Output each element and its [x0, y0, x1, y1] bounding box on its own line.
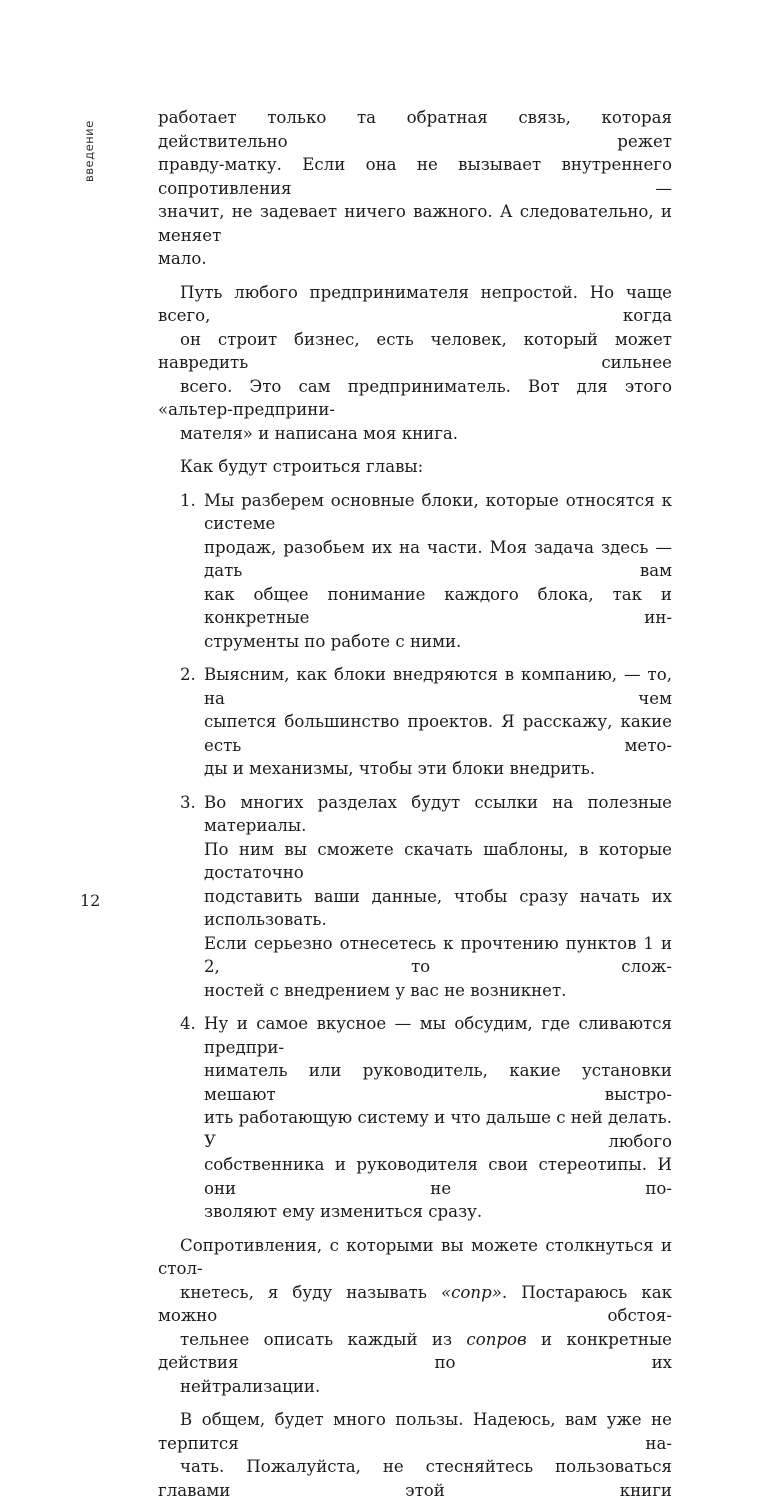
text-line: Выясним, как блоки внедряются в компанию, — то, на чем — [204, 665, 672, 708]
text-line: он строит бизнес, есть человек, который может навредить сильнее — [158, 329, 672, 372]
term-sopr: «сопр» — [440, 1282, 502, 1302]
text-line: мало. — [158, 249, 207, 268]
list-item-number: 2. — [180, 665, 196, 684]
text-line: Сопротивления, с которыми вы можете столкнуться и стол- — [158, 1235, 672, 1278]
text-fragment: . Постараюсь как можно обстоя- — [158, 1282, 672, 1325]
page-number: 12 — [80, 891, 101, 910]
text-line: Во многих разделах будут ссылки на полезные материалы. — [204, 792, 672, 835]
text-line: В общем, будет много пользы. Надеюсь, вам уже не терпится на- — [158, 1410, 672, 1453]
paragraph-resistance — [158, 1234, 672, 1399]
text-line: продаж, разобьем их на части. Моя задача здесь — дать вам — [204, 537, 672, 580]
text-line: ды и механизмы, чтобы эти блоки внедрить. — [204, 759, 596, 778]
text-line: сыпется большинство проектов. Я расскажу, какие есть мето- — [204, 712, 672, 755]
text-line: чать. Пожалуйста, не стесняйтесь пользоваться главами этой книги — [158, 1457, 672, 1500]
paragraph-closing — [158, 1408, 672, 1502]
text-line: Ну и самое вкусное — мы обсудим, где сливаются предпри- — [204, 1014, 672, 1057]
text-line: струменты по работе с ними. — [204, 631, 462, 651]
text-line: значит, не задевает ничего важного. А следовательно, и меняет — [158, 202, 672, 245]
text-line: ностей с внедрением у вас не возникнет. — [204, 980, 567, 1000]
text-line: как общее понимание каждого блока, так и конкретные ин- — [204, 584, 672, 627]
text-line: зволяют ему измениться сразу. — [204, 1202, 483, 1221]
body-text — [158, 106, 672, 1512]
term-soprov: сопров — [466, 1329, 527, 1349]
text-line: ниматель или руководитель, какие установки мешают выстро- — [204, 1061, 672, 1104]
text-fragment: тельнее описать каждый из — [180, 1329, 467, 1349]
text-line: По ним вы сможете скачать шаблоны, в которые достаточно — [204, 839, 672, 882]
text-line: работает только та обратная связь, которая действительно режет — [158, 108, 672, 151]
chapters-list — [158, 489, 672, 1224]
text-line: собственника и руководителя свои стереотипы. И они не по- — [204, 1155, 672, 1198]
list-item — [158, 489, 672, 654]
paragraph-entrepreneur — [158, 281, 672, 446]
text-line: всего. Это сам предприниматель. Вот для этого «альтер-предприни- — [158, 376, 672, 419]
list-item — [158, 663, 672, 781]
paragraph-chapters-intro — [158, 455, 672, 479]
text-line: ить работающую систему и что дальше с ней делать. У любого — [204, 1108, 672, 1151]
text-line: Мы разберем основные блоки, которые относятся к системе — [204, 490, 672, 533]
list-item — [158, 791, 672, 1003]
text-line: правду-матку. Если она не вызывает внутреннего сопротивления — — [158, 155, 672, 198]
list-item — [158, 1012, 672, 1224]
text-line: нейтрализации. — [180, 1376, 321, 1396]
text-fragment: кнетесь, я буду называть — [180, 1282, 441, 1302]
text-line: Если серьезно отнесетесь к прочтению пунктов 1 и 2, то слож- — [204, 933, 672, 976]
text-fragment: и конкретные действия по их — [158, 1329, 672, 1372]
list-item-number: 3. — [180, 792, 196, 812]
text-line — [158, 1328, 672, 1375]
running-head: введение — [82, 120, 96, 182]
text-line: Как будут строиться главы: — [180, 457, 424, 476]
text-line: мателя» и написана моя книга. — [180, 423, 459, 443]
list-item-number: 1. — [180, 490, 196, 510]
list-item-number: 4. — [180, 1014, 196, 1033]
paragraph-continuation — [158, 106, 672, 271]
text-line — [158, 1281, 672, 1328]
text-line: Путь любого предпринимателя непростой. Но чаще всего, когда — [158, 282, 672, 325]
text-line: подставить ваши данные, чтобы сразу начать их использовать. — [204, 886, 672, 929]
